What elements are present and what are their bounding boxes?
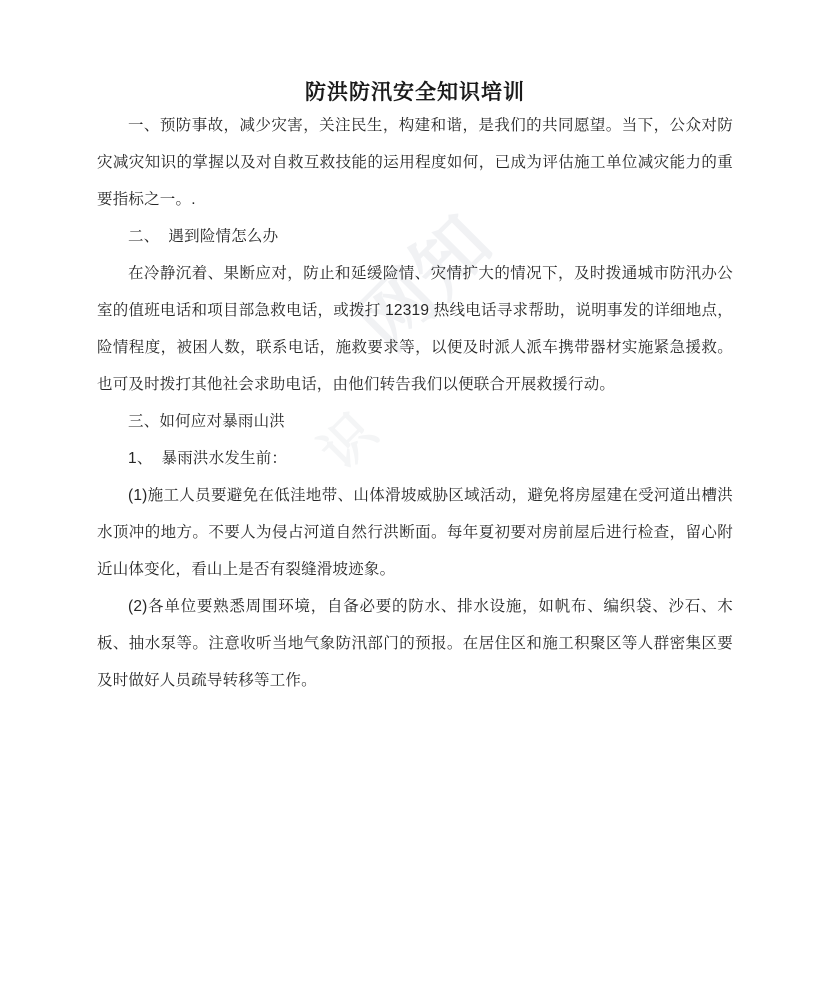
document-title: 防洪防汛安全知识培训: [305, 81, 525, 104]
paragraph-section-two-body: 在冷静沉着、果断应对，防止和延缓险情、灾情扩大的情况下，及时拨通城市防汛办公室的值班电话和项目部急救电话，或拨打 12319 热线电话寻求帮助，说明事发的详细地点，险情程度，被困人数，联系电话，施救要求等，以便及时派人派车携带器材实施紧急援救。也可及时拨打其他社会求助电话，由他们转告我们以便联合开展救援行动。: [97, 265, 733, 394]
heading-section-three: 三、如何应对暴雨山洪: [128, 413, 286, 431]
heading-section-two: 二、 遇到险情怎么办: [128, 228, 279, 246]
paragraph-item-one-point-one: (1)施工人员要避免在低洼地带、山体滑坡威胁区域活动，避免将房屋建在受河道出槽洪水顶冲的地方。不要人为侵占河道自然行洪断面。每年夏初要对房前屋后进行检查，留心附近山体变化，看山上是否有裂缝滑坡迹象。: [97, 487, 733, 579]
paragraph-section-one: 一、预防事故，减少灾害，关注民生，构建和谐，是我们的共同愿望。当下，公众对防灾减灾知识的掌握以及对自救互救技能的运用程度如何，已成为评估施工单位减灾能力的重要指标之一。.: [97, 117, 733, 209]
watermark-text-primary: 网知: [342, 199, 509, 366]
watermark-text-secondary: 识: [309, 401, 390, 481]
paragraph-item-one-point-two: (2)各单位要熟悉周围环境，自备必要的防水、排水设施，如帆布、编织袋、沙石、木板、抽水泵等。注意收听当地气象防汛部门的预报。在居住区和施工积聚区等人群密集区要及时做好人员疏导转移等工作。: [97, 598, 733, 690]
document-body: [97, 107, 733, 699]
heading-item-one: 1、 暴雨洪水发生前：: [128, 450, 288, 468]
